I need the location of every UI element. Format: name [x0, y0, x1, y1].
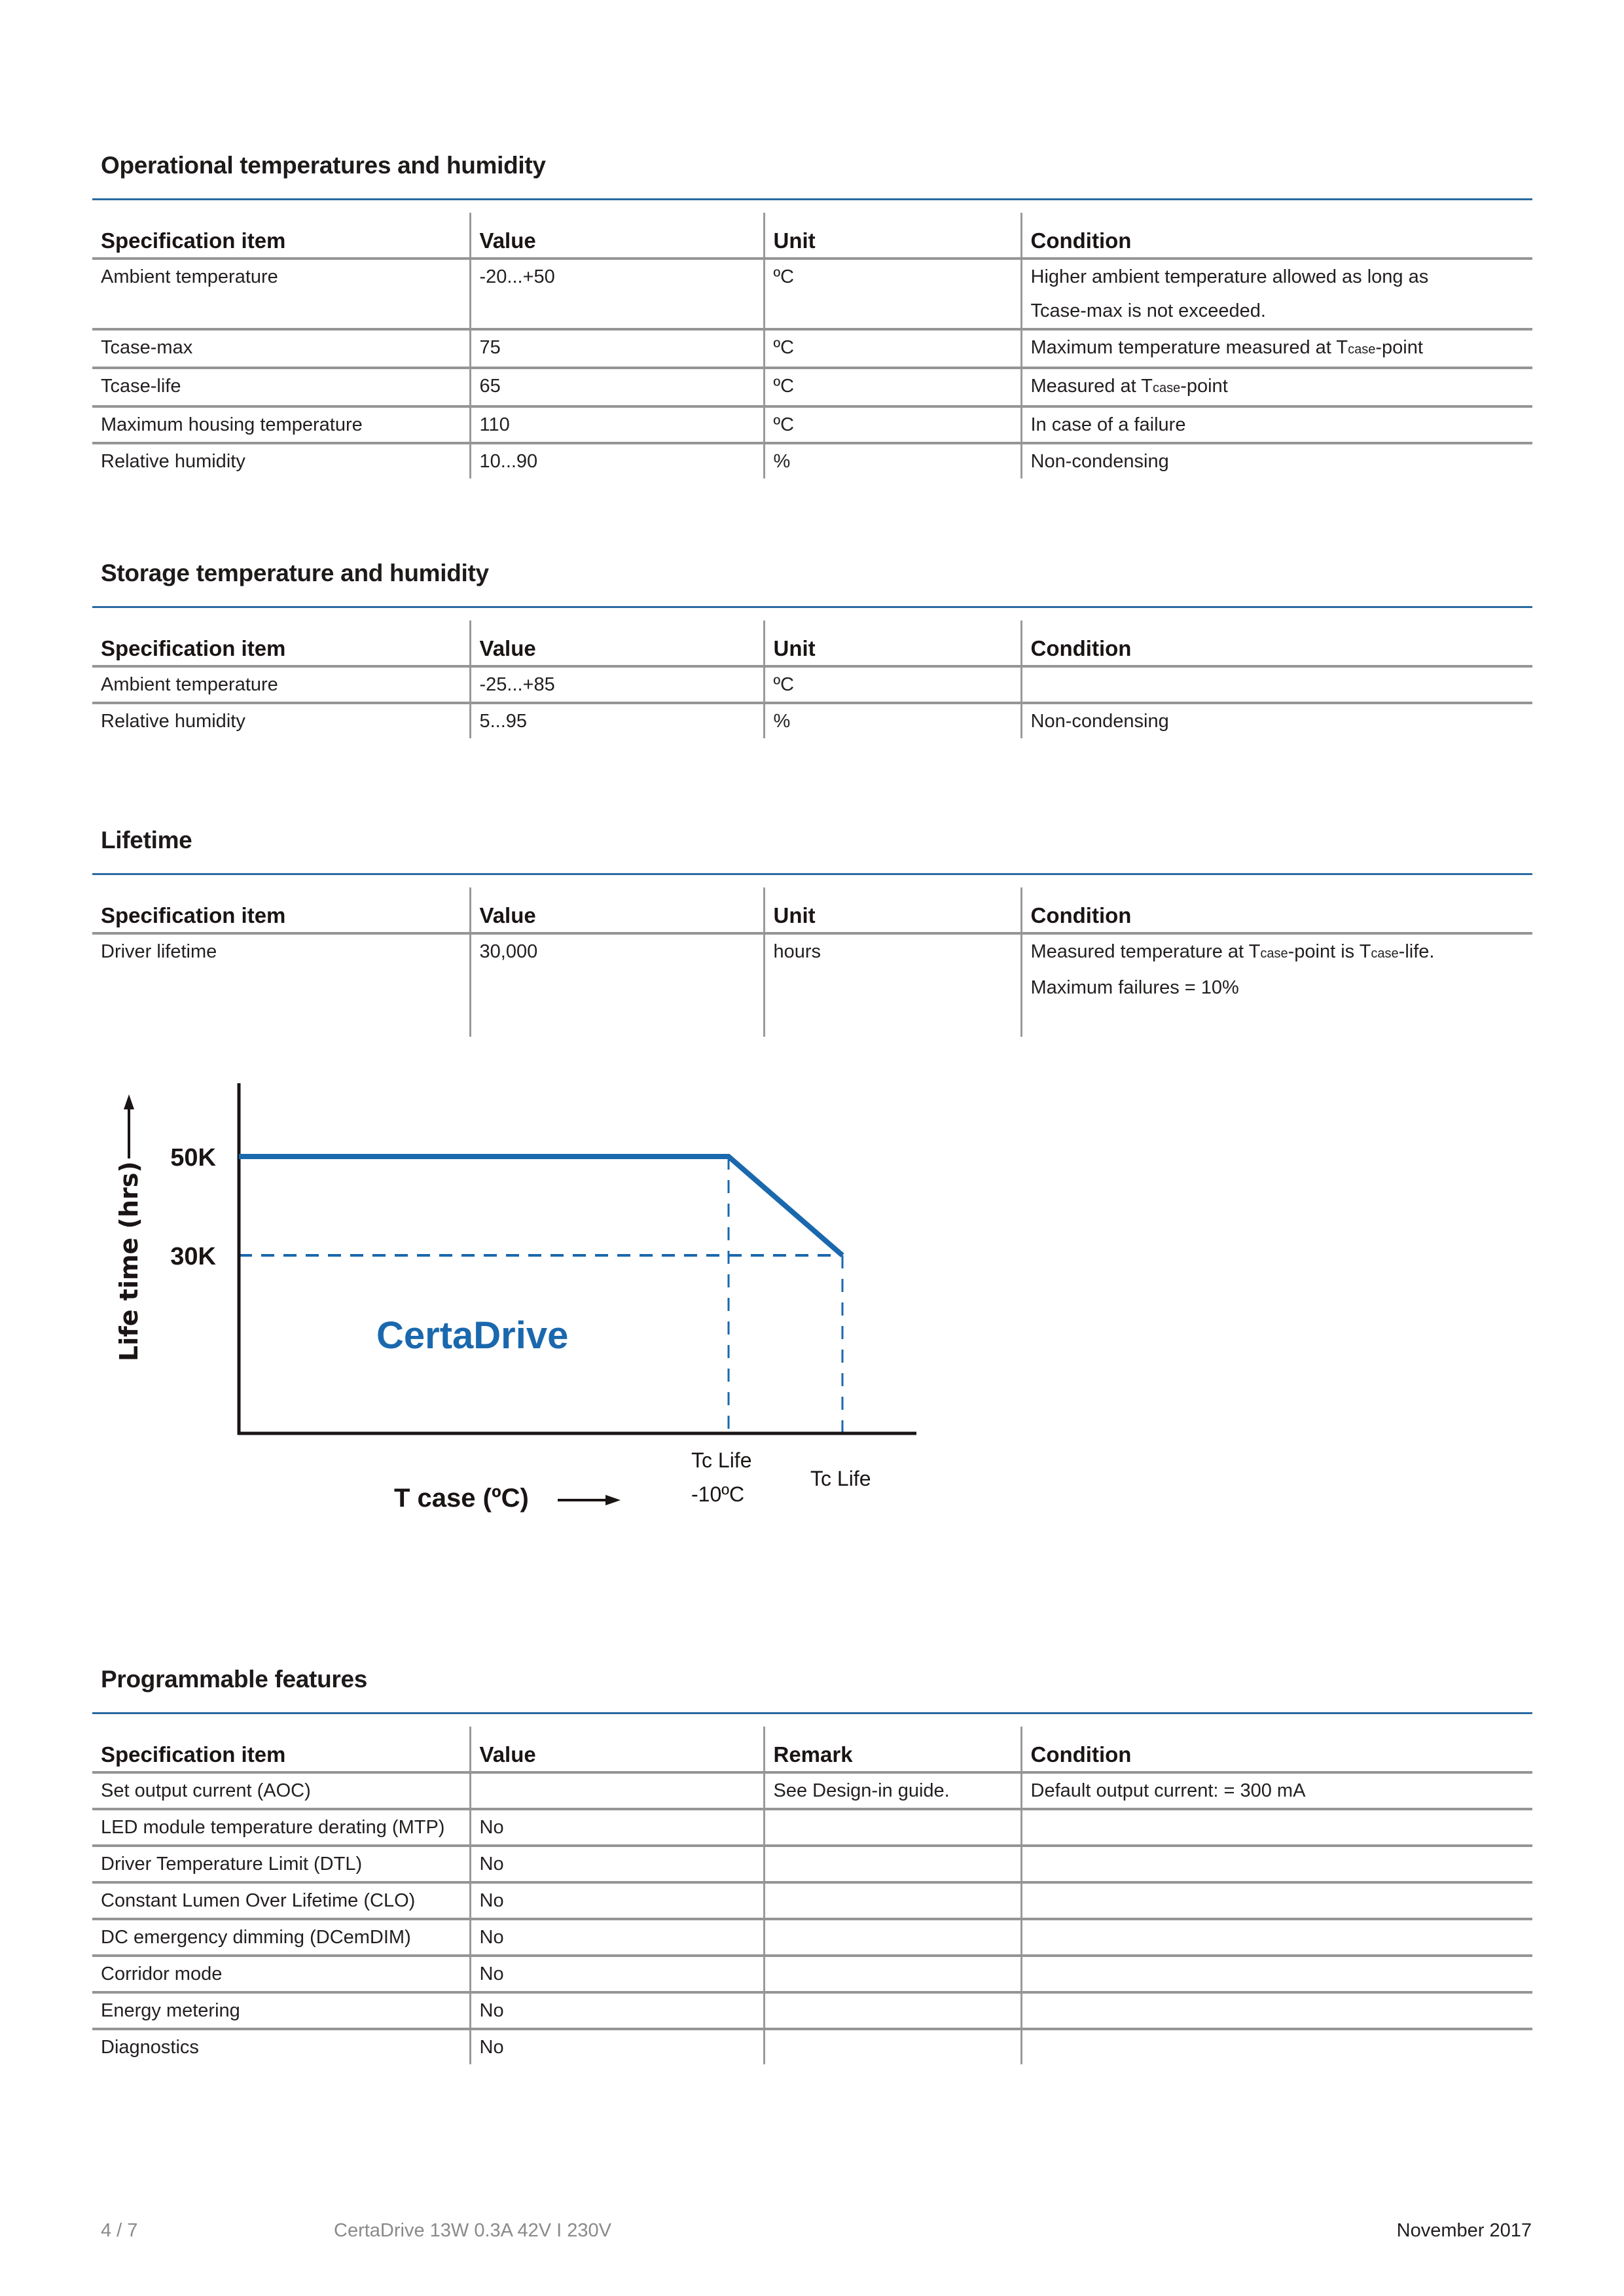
header-spec-item: Specification item — [101, 1742, 286, 1767]
condition-line: Tcase-max is not exceeded. — [1030, 300, 1266, 321]
table-row — [92, 329, 1532, 368]
condition-text: Maximum temperature measured at T — [1030, 337, 1348, 358]
lifetime-table — [92, 888, 1532, 1037]
cell-value: No — [470, 1809, 764, 1846]
table-row — [92, 259, 1532, 329]
cell-value: 5...95 — [470, 703, 764, 738]
header-value: Value — [470, 620, 764, 666]
cell-condition — [1021, 666, 1532, 703]
x-marker-label: Tc Life — [691, 1448, 752, 1472]
cell-item: DC emergency dimming (DCemDIM) — [101, 1927, 411, 1948]
cell-value: -20...+50 — [470, 259, 764, 329]
header-remark: Remark — [764, 1727, 1021, 1772]
footer-page-number: 4 / 7 — [101, 2220, 138, 2241]
table-header-row — [92, 888, 1532, 933]
programmable-table — [92, 1727, 1532, 2064]
cell-item: Set output current (AOC) — [101, 1780, 311, 1801]
condition-line: Higher ambient temperature allowed as long as — [1030, 266, 1429, 287]
x-axis-arrow-icon — [558, 1495, 621, 1505]
condition-text: -point — [1180, 376, 1228, 397]
cell-condition — [1021, 329, 1532, 368]
table-row — [92, 443, 1532, 478]
table-row — [92, 1956, 1532, 1992]
cell-condition — [1021, 933, 1532, 1037]
condition-text: -point — [1375, 337, 1423, 358]
cell-value: No — [470, 1882, 764, 1919]
condition-text: Measured temperature at T — [1030, 941, 1261, 962]
cell-value: 110 — [470, 406, 764, 443]
cell-condition — [1021, 2029, 1532, 2064]
cell-value: 30,000 — [470, 933, 764, 1037]
cell-condition — [1021, 368, 1532, 406]
cell-item: LED module temperature derating (MTP) — [101, 1817, 445, 1838]
cell-unit: ºC — [764, 259, 1021, 329]
cell-remark — [764, 1846, 1021, 1882]
cell-value: 65 — [470, 368, 764, 406]
cell-condition — [1021, 1882, 1532, 1919]
cell-unit: ºC — [764, 406, 1021, 443]
cell-remark — [764, 1882, 1021, 1919]
cell-condition: In case of a failure — [1021, 406, 1532, 443]
cell-unit: ºC — [764, 329, 1021, 368]
table-header-row — [92, 620, 1532, 666]
table-header-row — [92, 1727, 1532, 1772]
header-value: Value — [470, 888, 764, 933]
header-condition: Condition — [1021, 1727, 1532, 1772]
cell-value: No — [470, 1992, 764, 2029]
x-marker-label: -10ºC — [691, 1482, 745, 1506]
cell-item: Tcase-max — [101, 337, 193, 358]
cell-item: Driver lifetime — [101, 941, 217, 962]
cell-value: 75 — [470, 329, 764, 368]
operational-table — [92, 213, 1532, 478]
table-row — [92, 1846, 1532, 1882]
header-condition: Condition — [1021, 620, 1532, 666]
footer-date: November 2017 — [1396, 2220, 1532, 2241]
cell-item: Diagnostics — [101, 2037, 199, 2058]
cell-item: Tcase-life — [101, 376, 181, 397]
cell-condition — [1021, 1992, 1532, 2029]
header-spec-item: Specification item — [101, 228, 286, 253]
cell-item: Relative humidity — [101, 711, 245, 732]
cell-condition — [1021, 1956, 1532, 1992]
header-unit: Unit — [764, 213, 1021, 259]
cell-value: 10...90 — [470, 443, 764, 478]
table-row — [92, 2029, 1532, 2064]
header-unit: Unit — [764, 888, 1021, 933]
condition-subscript: case — [1152, 381, 1181, 395]
condition-text: -point is T — [1288, 941, 1371, 962]
cell-remark: See Design-in guide. — [764, 1772, 1021, 1809]
cell-item: Maximum housing temperature — [101, 414, 363, 435]
cell-item: Ambient temperature — [101, 266, 278, 287]
cell-condition: Default output current: = 300 mA — [1021, 1772, 1532, 1809]
condition-line: Maximum failures = 10% — [1030, 977, 1239, 998]
y-axis-arrow-icon — [124, 1094, 134, 1158]
y-tick-label: 30K — [170, 1243, 216, 1270]
y-axis-label: Life time (hrs) — [115, 1161, 143, 1361]
cell-remark — [764, 1956, 1021, 1992]
cell-item: Corridor mode — [101, 1964, 223, 1984]
cell-item: Ambient temperature — [101, 674, 278, 695]
x-marker-labels — [691, 1448, 871, 1506]
header-unit: Unit — [764, 620, 1021, 666]
cell-condition: Non-condensing — [1021, 703, 1532, 738]
table-row — [92, 1772, 1532, 1809]
condition-text: -life. — [1398, 941, 1435, 962]
section-divider — [92, 873, 1532, 875]
header-condition: Condition — [1021, 888, 1532, 933]
footer-product-name: CertaDrive 13W 0.3A 42V I 230V — [334, 2220, 611, 2241]
section-divider — [92, 1712, 1532, 1714]
header-value: Value — [470, 213, 764, 259]
cell-value: No — [470, 1846, 764, 1882]
table-row — [92, 703, 1532, 738]
table-row — [92, 368, 1532, 406]
table-row — [92, 406, 1532, 443]
cell-unit: ºC — [764, 666, 1021, 703]
cell-value: No — [470, 1919, 764, 1956]
condition-text: Measured at T — [1030, 376, 1153, 397]
section-divider — [92, 606, 1532, 608]
chart-watermark: CertaDrive — [376, 1314, 569, 1357]
cell-remark — [764, 2029, 1021, 2064]
cell-value — [470, 1772, 764, 1809]
cell-value: No — [470, 2029, 764, 2064]
table-row — [92, 933, 1532, 1037]
cell-condition — [1021, 259, 1532, 329]
x-marker-label: Tc Life — [810, 1467, 871, 1490]
section-title-programmable: Programmable features — [101, 1666, 368, 1693]
cell-value: -25...+85 — [470, 666, 764, 703]
cell-remark — [764, 1809, 1021, 1846]
table-header-row — [92, 213, 1532, 259]
section-title-lifetime: Lifetime — [101, 827, 192, 853]
cell-remark — [764, 1992, 1021, 2029]
cell-condition — [1021, 1919, 1532, 1956]
section-title-storage: Storage temperature and humidity — [101, 560, 489, 586]
cell-unit: % — [764, 443, 1021, 478]
cell-condition — [1021, 1846, 1532, 1882]
condition-subscript: case — [1260, 946, 1288, 961]
header-spec-item: Specification item — [101, 636, 286, 660]
chart-guides — [239, 1157, 842, 1433]
table-row — [92, 1992, 1532, 2029]
table-row — [92, 1882, 1532, 1919]
cell-condition: Non-condensing — [1021, 443, 1532, 478]
series-line-certadrive — [239, 1157, 842, 1255]
section-divider — [92, 198, 1532, 200]
cell-item: Driver Temperature Limit (DTL) — [101, 1854, 363, 1874]
x-axis-label: T case (ºC) — [394, 1484, 529, 1513]
y-tick-labels — [170, 1144, 216, 1270]
cell-item: Energy metering — [101, 2000, 240, 2021]
table-row — [92, 1809, 1532, 1846]
cell-unit: hours — [764, 933, 1021, 1037]
condition-subscript: case — [1371, 946, 1399, 961]
cell-condition — [1021, 1809, 1532, 1846]
storage-table — [92, 620, 1532, 738]
cell-value: No — [470, 1956, 764, 1992]
header-value: Value — [470, 1727, 764, 1772]
cell-item: Constant Lumen Over Lifetime (CLO) — [101, 1890, 416, 1911]
cell-unit: % — [764, 703, 1021, 738]
header-condition: Condition — [1021, 213, 1532, 259]
header-spec-item: Specification item — [101, 903, 286, 927]
y-tick-label: 50K — [170, 1144, 216, 1172]
cell-remark — [764, 1919, 1021, 1956]
table-row — [92, 1919, 1532, 1956]
section-title-operational: Operational temperatures and humidity — [101, 152, 546, 179]
condition-subscript: case — [1348, 342, 1376, 357]
cell-item: Relative humidity — [101, 451, 245, 472]
table-row — [92, 666, 1532, 703]
condition-line — [1031, 935, 1533, 971]
cell-unit: ºC — [764, 368, 1021, 406]
